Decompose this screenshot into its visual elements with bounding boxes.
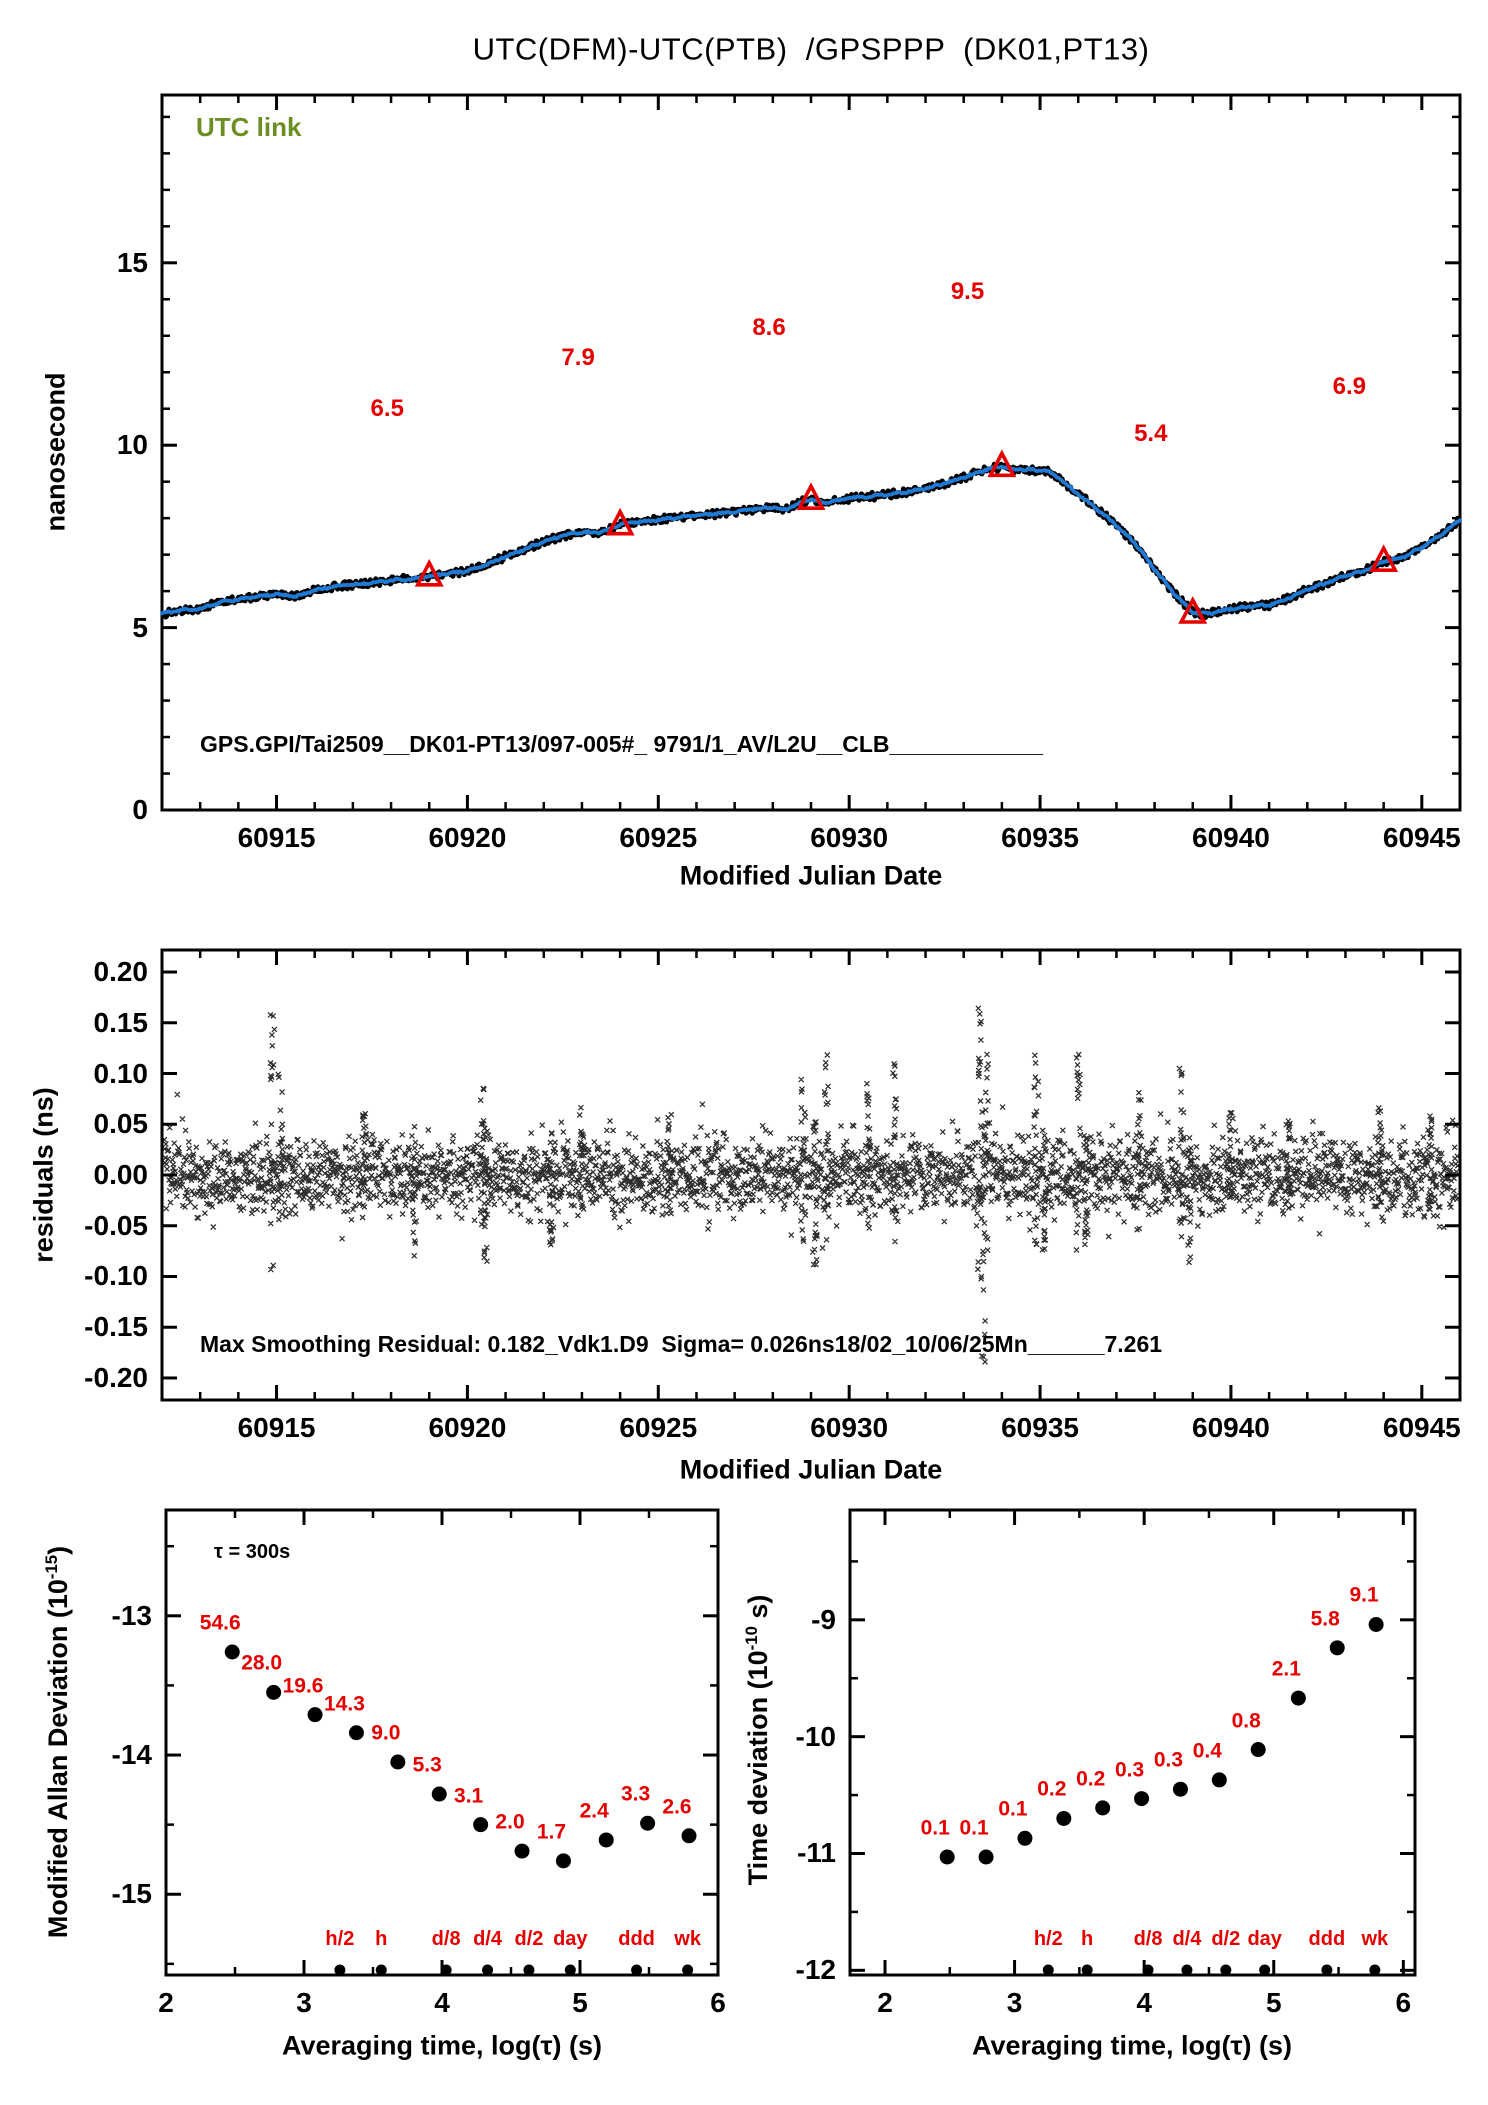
gps-annotation: GPS.GPI/Tai2509__DK01-PT13/097-005#_ 9791/1_AV/L2U__CLB____________ (200, 731, 1044, 757)
y-tick-label: -0.20 (84, 1361, 148, 1393)
x-tick-label: 60915 (237, 822, 316, 853)
tdev-y-title-suffix: s) (743, 1594, 773, 1627)
time-marker-label: h (375, 1928, 388, 1950)
x-tick-label: 60940 (1192, 822, 1270, 853)
x-tick-label: 60915 (237, 1412, 316, 1443)
time-marker-label: d/4 (473, 1928, 502, 1950)
deviation-value-label: 14.3 (324, 1692, 365, 1716)
x-tick-label: 60945 (1382, 822, 1461, 853)
x-tick-label: 2 (877, 1987, 893, 2018)
mdev-x-axis-title: Averaging time, log(τ) (s) (281, 2030, 603, 2061)
y-tick-label: 15 (116, 246, 148, 278)
time-marker-label: d/8 (1133, 1928, 1163, 1950)
x-tick-label: 2 (158, 1987, 174, 2018)
deviation-value-label: 2.4 (579, 1799, 609, 1823)
deviation-value-label: 2.1 (1271, 1657, 1301, 1681)
residuals-x-axis-title: Modified Julian Date (679, 1454, 943, 1485)
x-tick-label: 60935 (1001, 1412, 1079, 1443)
y-tick-label: -14 (111, 1739, 152, 1771)
deviation-value-label: 0.4 (1192, 1739, 1222, 1763)
deviation-value-label: 19.6 (282, 1674, 324, 1698)
mdev-y-title-exponent: -15 (42, 1554, 61, 1580)
x-tick-label: 60920 (428, 822, 507, 853)
deviation-value-label: 0.2 (1076, 1767, 1106, 1791)
y-tick-label: -9 (811, 1603, 836, 1635)
x-tick-label: 60930 (810, 1412, 889, 1443)
deviation-value-label: 9.0 (371, 1721, 401, 1745)
deviation-value-label: 9.1 (1349, 1583, 1379, 1607)
y-tick-label: 0 (132, 794, 148, 825)
x-tick-label: 60920 (428, 1412, 507, 1443)
time-marker-label: h/2 (1033, 1928, 1063, 1950)
deviation-value-label: 0.1 (959, 1816, 989, 1840)
deviation-value-label: 0.3 (1114, 1758, 1145, 1782)
time-marker-label: day (553, 1928, 588, 1950)
time-marker-label: d/2 (514, 1928, 544, 1950)
y-tick-label: -15 (111, 1878, 152, 1910)
series-point-label: 6.9 (1332, 372, 1366, 400)
x-tick-label: 5 (1265, 1987, 1282, 2018)
y-tick-label: -12 (795, 1954, 836, 1986)
tdev-y-axis-title (744, 1595, 772, 1886)
mdev-y-axis-title (44, 1546, 72, 1938)
tdev-y-title-exponent: -10 (742, 1626, 761, 1651)
x-tick-label: 6 (1395, 1987, 1412, 2018)
y-tick-label: -0.05 (84, 1209, 148, 1241)
deviation-value-label: 0.3 (1153, 1748, 1184, 1772)
tdev-y-title-prefix: Time deviation (10 (743, 1650, 773, 1886)
series-point-label: 8.6 (752, 314, 786, 342)
x-tick-label: 60925 (619, 1412, 698, 1443)
deviation-value-label: 0.8 (1231, 1709, 1261, 1732)
time-marker-label: h/2 (325, 1928, 355, 1950)
y-tick-label: 0.15 (93, 1006, 148, 1038)
deviation-value-label: 2.6 (662, 1795, 692, 1819)
x-tick-label: 6 (710, 1987, 726, 2018)
figure-title: UTC(DFM)-UTC(PTB) /GPSPPP (DK01,PT13) (472, 31, 1150, 67)
time-marker-label: wk (674, 1928, 701, 1950)
series-point-label: 7.9 (561, 343, 595, 371)
x-tick-label: 60930 (810, 822, 889, 853)
residuals-y-axis-title: residuals (ns) (28, 1087, 59, 1263)
time-marker-label: d/8 (431, 1928, 461, 1950)
time-marker-label: day (1247, 1928, 1282, 1950)
series-point-label: 6.5 (370, 394, 404, 422)
top-x-axis-title: Modified Julian Date (679, 860, 943, 891)
time-marker-label: ddd (1308, 1928, 1346, 1950)
x-tick-label: 60935 (1001, 822, 1079, 853)
x-tick-label: 5 (572, 1987, 588, 2018)
y-tick-label: -0.15 (84, 1311, 148, 1343)
y-tick-label: -10 (795, 1720, 836, 1752)
y-tick-label: 0.00 (93, 1159, 148, 1190)
deviation-value-label: 2.0 (495, 1810, 525, 1834)
x-tick-label: 4 (434, 1987, 450, 2018)
time-marker-label: ddd (618, 1928, 655, 1950)
y-tick-label: 0.05 (93, 1108, 148, 1140)
utc-link-label: UTC link (196, 112, 302, 142)
series-point-label: 5.4 (1134, 420, 1168, 448)
top-y-axis-title: nanosecond (40, 372, 71, 532)
y-tick-label: -11 (797, 1837, 836, 1869)
deviation-value-label: 5.8 (1310, 1607, 1340, 1631)
y-tick-label: -13 (111, 1599, 152, 1631)
deviation-value-label: 0.1 (920, 1816, 950, 1840)
deviation-value-label: 3.1 (454, 1784, 484, 1808)
series-point-label: 9.5 (950, 277, 985, 305)
x-tick-label: 3 (1006, 1987, 1023, 2018)
mdev-y-title-suffix: ) (43, 1545, 73, 1555)
time-marker-label: d/2 (1211, 1928, 1241, 1950)
x-tick-label: 60925 (619, 822, 698, 853)
time-marker-label: d/4 (1172, 1928, 1202, 1950)
time-marker-label: h (1081, 1928, 1094, 1950)
y-tick-label: 0.20 (93, 956, 148, 988)
deviation-value-label: 0.1 (998, 1797, 1028, 1821)
max-smoothing-annotation: Max Smoothing Residual: 0.182_Vdk1.D9 Sigma= 0.026ns18/02_10/06/25Mn______7.261 (200, 1331, 1163, 1357)
x-tick-label: 60940 (1192, 1412, 1270, 1443)
tau-note: τ = 300s (214, 1541, 291, 1563)
mdev-y-title-prefix: Modified Allan Deviation (10 (43, 1579, 73, 1939)
y-tick-label: 5 (132, 611, 148, 643)
y-tick-label: 10 (116, 429, 148, 461)
x-tick-label: 60945 (1382, 1412, 1461, 1443)
deviation-value-label: 0.2 (1037, 1777, 1067, 1801)
deviation-value-label: 28.0 (241, 1651, 283, 1675)
y-tick-label: 0.10 (93, 1057, 148, 1089)
x-tick-label: 3 (296, 1987, 312, 2018)
tdev-x-axis-title: Averaging time, log(τ) (s) (971, 2030, 1293, 2061)
y-tick-label: -0.10 (84, 1260, 148, 1292)
deviation-value-label: 3.3 (621, 1782, 651, 1806)
x-tick-label: 4 (1136, 1987, 1152, 2018)
deviation-value-label: 5.3 (412, 1753, 442, 1777)
time-marker-label: wk (1361, 1928, 1389, 1950)
deviation-value-label: 54.6 (199, 1611, 241, 1635)
deviation-value-label: 1.7 (536, 1820, 567, 1844)
